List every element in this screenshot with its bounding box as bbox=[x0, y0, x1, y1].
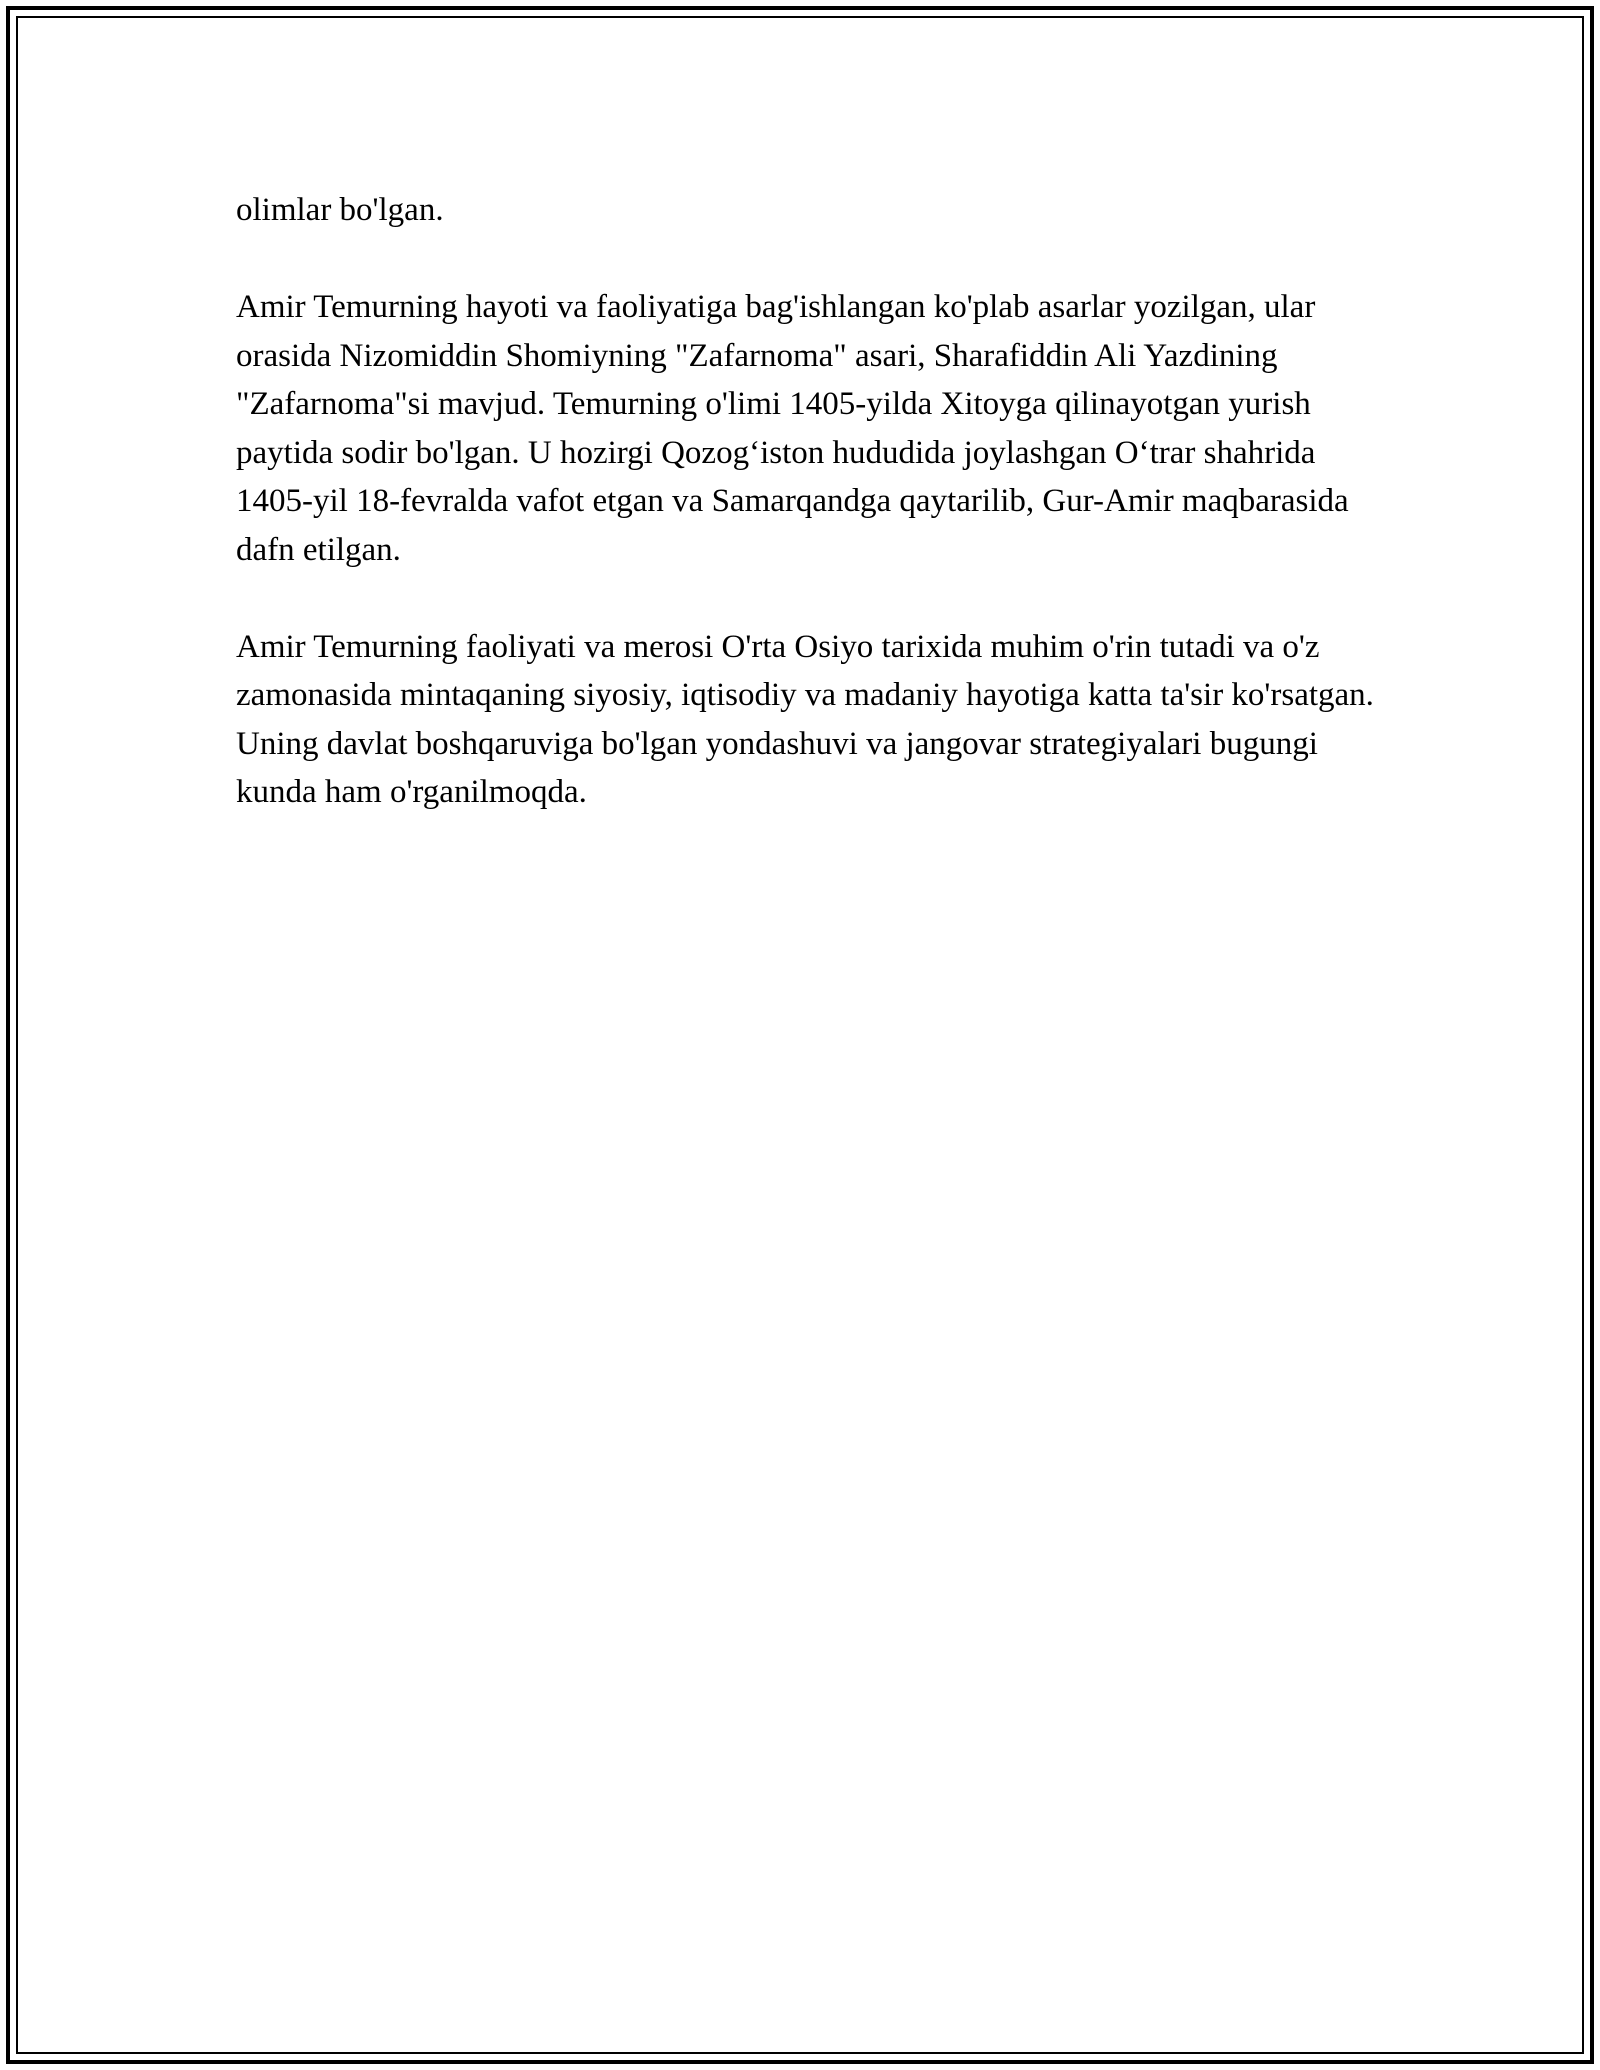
paragraph-continuation: olimlar bo'lgan. bbox=[236, 192, 444, 228]
paragraph-works-and-death: Amir Temurning hayoti va faoliyatiga bag'ishlangan ko'plab asarlar yozilgan, ular orasida Nizomiddin Shomiyning "Zafarnoma" asari, Sharafiddin Ali Yazdining "Zafarnoma"si mavjud. Temurning o'limi 1405-yilda Xitoyga qilinayotgan yurish paytida sodir bo'lgan. U hozirgi Qozog‘iston hududida joylashgan O‘trar shahrida 1405-yil 18-fevralda vafot etgan va Samarqandga qaytarilib, Gur-Amir maqbarasida dafn etilgan. bbox=[236, 289, 1349, 568]
paragraph-legacy: Amir Temurning faoliyati va merosi O'rta Osiyo tarixida muhim o'rin tutadi va o'z zamonasida mintaqaning siyosiy, iqtisodiy va madaniy hayotiga katta ta'sir ko'rsatgan. Uning davlat boshqaruviga bo'lgan yondashuvi va jangovar strategiyalari bugungi kunda ham o'rganilmoqda. bbox=[236, 628, 1374, 810]
document-body bbox=[236, 186, 1386, 865]
